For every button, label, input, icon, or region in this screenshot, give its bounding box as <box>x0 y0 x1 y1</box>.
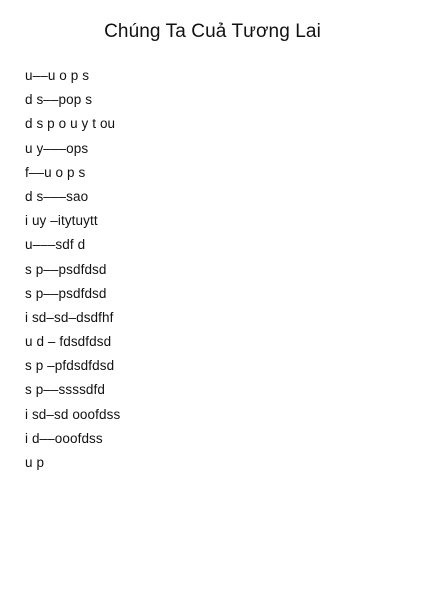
text-line: u d – fdsdfdsd <box>25 334 112 350</box>
text-line: s p––ssssdfd <box>25 382 105 398</box>
text-lines <box>25 64 405 475</box>
page-title: Chúng Ta Cuả Tương Lai <box>104 21 321 42</box>
text-line: i d––ooofdss <box>25 430 103 446</box>
text-line: i sd–sd–dsdfhf <box>25 309 114 325</box>
text-line: d s–––sao <box>25 188 89 204</box>
text-line: i sd–sd ooofdss <box>25 406 121 422</box>
text-line: s p––psdfdsd <box>25 285 107 301</box>
text-line: d s p o u y t ou <box>25 116 116 132</box>
text-line: i uy –itytuytt <box>25 213 98 229</box>
text-line: d s––pop s <box>25 92 93 108</box>
text-line: u p <box>25 455 45 470</box>
text-line: u–––sdf d <box>25 237 86 253</box>
text-line: s p –pfdsdfdsd <box>25 358 115 374</box>
text-line: u––u o p s <box>25 68 90 83</box>
text-line: f––u o p s <box>25 164 86 180</box>
text-line: s p––psdfdsd <box>25 261 107 277</box>
text-line: u y–––ops <box>25 140 89 156</box>
